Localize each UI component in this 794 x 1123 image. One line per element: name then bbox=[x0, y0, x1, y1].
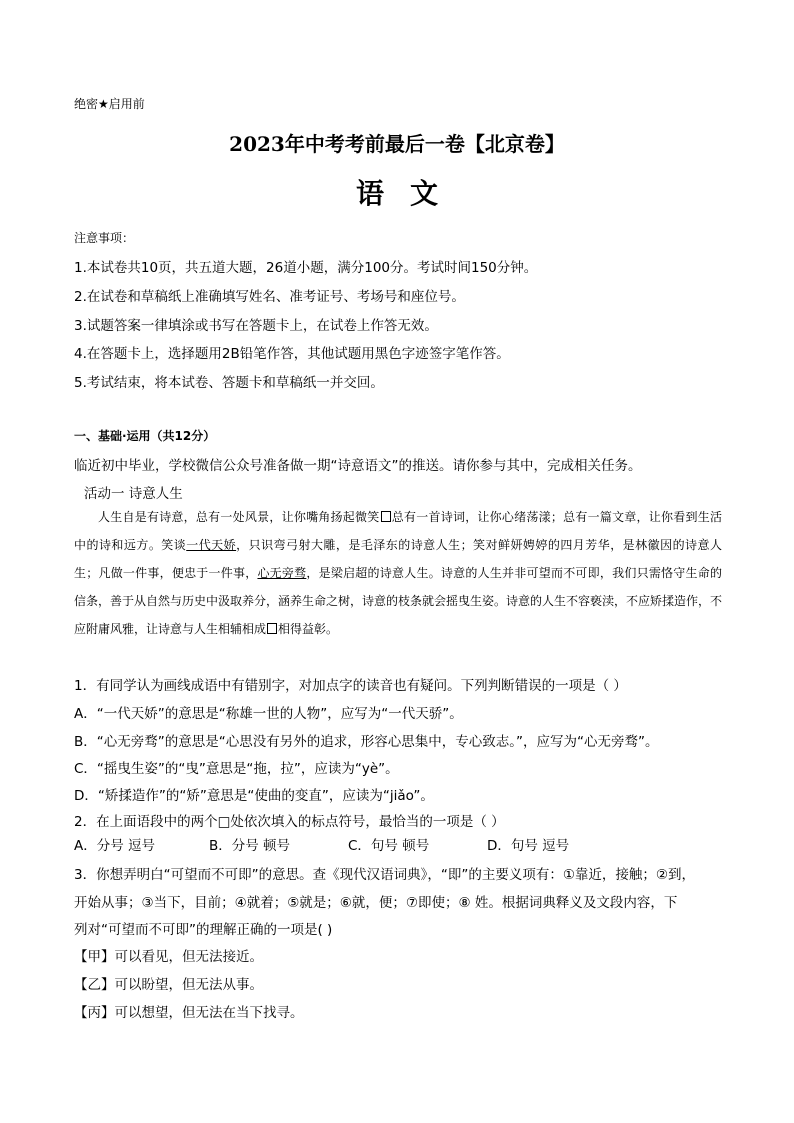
question-stem: 3．你想弄明白“可望而不可即”的意思。查《现代汉语词典》，“即”的主要义项有：①靠近，接触；②到， bbox=[74, 867, 696, 883]
section-heading: 一、基础·运用（共12分） bbox=[74, 429, 216, 443]
exam-title: 2023年中考考前最后一卷【北京卷】 bbox=[229, 132, 565, 156]
underlined-idiom: 心无旁骛 bbox=[257, 566, 307, 580]
notice-heading: 注意事项： bbox=[74, 231, 135, 245]
passage-text: ，只识弯弓射大雕，是毛泽东的诗意人生；笑对鲜妍娉婷的四月芳华，是林徽因的诗意人生；凡做一件事，便忠于一件事， bbox=[74, 538, 722, 580]
option-b: B．分号 顿号 bbox=[209, 838, 291, 854]
question-stem: 列对“可望而不可即”的理解正确的一项是( ) bbox=[74, 922, 333, 938]
option-c: C．句号 顿号 bbox=[348, 838, 430, 854]
option-a: A．“一代天娇”的意思是“称雄一世的人物”，应写为“一代天骄”。 bbox=[74, 706, 463, 722]
option-c: C．“摇曳生姿”的“曳”意思是“拖，拉”，应读为“yè”。 bbox=[74, 761, 399, 777]
option-a: A．分号 逗号 bbox=[74, 838, 156, 854]
notice-item: 1.本试卷共10页，共五道大题，26道小题，满分100分。考试时间150分钟。 bbox=[74, 260, 538, 276]
passage-text: ，是梁启超的诗意人生。诗意的人生并非可望而不可即，我们只需恪守生命的信条，善于从自然与历史中汲取养分，涵养生命之树，诗意的枝条就会摇曳生姿。诗意的人生不容亵渎，不应矫揉造作，不应附庸风雅，让诗意与人生相辅相成 bbox=[74, 566, 723, 636]
notice-item: 3.试题答案一律填涂或书写在答题卡上，在试卷上作答无效。 bbox=[74, 318, 438, 334]
activity-title: 活动一 诗意人生 bbox=[84, 486, 183, 502]
passage-text: 人生自是有诗意，总有一处风景，让你嘴角扬起微笑 bbox=[98, 510, 380, 524]
passage-text: 总有一首诗词，让你心绪荡漾；总有一篇文章，让你看到生活中的诗和远方。笑谈 bbox=[74, 510, 722, 552]
choice-bing: 【丙】可以想望，但无法在当下找寻。 bbox=[74, 1005, 304, 1021]
choice-jia: 【甲】可以看见，但无法接近。 bbox=[74, 949, 263, 965]
blank-box bbox=[267, 623, 277, 634]
notice-item: 4.在答题卡上，选择题用2B铅笔作答，其他试题用黑色字迹签字笔作答。 bbox=[74, 346, 510, 362]
blank-box bbox=[381, 511, 391, 522]
notice-item: 2.在试卷和草稿纸上准确填写姓名、准考证号、考场号和座位号。 bbox=[74, 289, 465, 305]
passage-text: 相得益彰。 bbox=[278, 622, 339, 636]
notice-item: 5.考试结束，将本试卷、答题卡和草稿纸一并交回。 bbox=[74, 375, 384, 391]
option-d: D．句号 逗号 bbox=[487, 838, 570, 854]
subject-title: 语文 bbox=[355, 177, 464, 210]
reading-passage bbox=[74, 503, 722, 643]
question-stem: 1．有同学认为画线成语中有错别字，对加点字的读音也有疑问。下列判断错误的一项是（ ） bbox=[74, 678, 627, 694]
underlined-idiom: 一代天娇 bbox=[186, 538, 237, 552]
choice-yi: 【乙】可以盼望，但无法从事。 bbox=[74, 977, 263, 993]
question-stem: 开始从事；③当下，目前；④就着；⑤就是；⑥就，便；⑦即使；⑧ 姓。根据词典释义及文段内容，下 bbox=[74, 895, 678, 911]
question-stem: 2．在上面语段中的两个□处依次填入的标点符号，最恰当的一项是（ ） bbox=[74, 814, 505, 830]
option-b: B．“心无旁骛”的意思是“心思没有另外的追求，形容心思集中，专心致志。”，应写为“心无旁骛”。 bbox=[74, 734, 659, 750]
confidential-label: 绝密★启用前 bbox=[74, 97, 145, 111]
section-intro: 临近初中毕业，学校微信公众号准备做一期“诗意语文”的推送。请你参与其中，完成相关任务。 bbox=[74, 458, 642, 474]
option-d: D．“矫揉造作”的“矫”意思是“使曲的变直”，应读为“jiǎo”。 bbox=[74, 788, 434, 804]
